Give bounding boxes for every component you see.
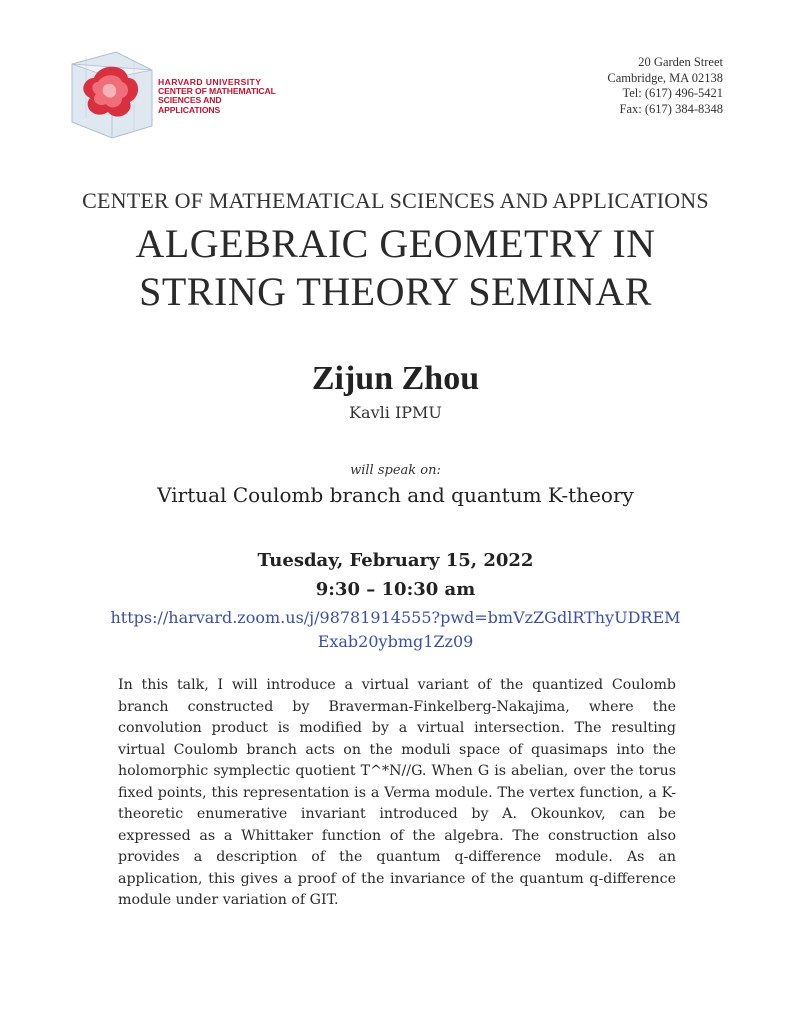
seminar-title-line-2: STRING THEORY SEMINAR xyxy=(139,269,652,314)
center-name: CENTER OF MATHEMATICAL SCIENCES AND APPLICATIONS xyxy=(82,188,709,213)
event-time: 9:30 – 10:30 am xyxy=(315,579,476,600)
address-street: 20 Garden Street xyxy=(638,55,723,69)
event-date: Tuesday, February 15, 2022 xyxy=(257,550,534,571)
logo-line-3: SCIENCES AND APPLICATIONS xyxy=(158,95,222,115)
cube-logo-icon xyxy=(64,48,156,140)
seminar-title xyxy=(0,220,791,316)
abstract: In this talk, I will introduce a virtual variant of the quantized Coulomb branch constructed by Braverman-Finkelberg-Nakajima, where the convolution product is modified by a virtual intersection. The resulting virtual Coulomb branch acts on the moduli space of quasimaps into the holomorphic symplectic quotient T^*N//G. When G is abelian, over the torus fixed points, this representation is a Verma module. The vertex function, a K-theoretic enumerative invariant introduced by A. Okounkov, can be expressed as a Whittaker function of the algebra. The construction also provides a description of the quantum q-difference module. As an application, this gives a proof of the invariance of the quantum q-difference module under variation of GIT. xyxy=(118,677,676,908)
logo-line-2: CENTER OF MATHEMATICAL xyxy=(158,86,276,97)
address-city: Cambridge, MA 02138 xyxy=(607,70,723,85)
zoom-link[interactable] xyxy=(58,606,733,654)
speaker-name: Zijun Zhou xyxy=(311,360,480,397)
zoom-link-line-2[interactable]: Exab20ybmg1Zz09 xyxy=(317,632,474,651)
seminar-title-line-1: ALGEBRAIC GEOMETRY IN xyxy=(135,221,656,266)
address-tel: Tel: (617) 496-5421 xyxy=(622,86,723,100)
talk-intro: will speak on: xyxy=(350,463,441,478)
address-fax: Fax: (617) 384-8348 xyxy=(619,101,723,116)
speaker-affiliation: Kavli IPMU xyxy=(349,403,442,422)
logo-line-1: HARVARD UNIVERSITY xyxy=(158,77,262,87)
logo-wordmark xyxy=(158,78,278,115)
address-block xyxy=(607,55,723,117)
talk-title: Virtual Coulomb branch and quantum K-theory xyxy=(157,483,634,507)
zoom-link-line-1[interactable]: https://harvard.zoom.us/j/98781914555?pwd=bmVzZGdlRThyUDREM xyxy=(110,608,681,627)
cmsa-logo xyxy=(64,48,274,140)
